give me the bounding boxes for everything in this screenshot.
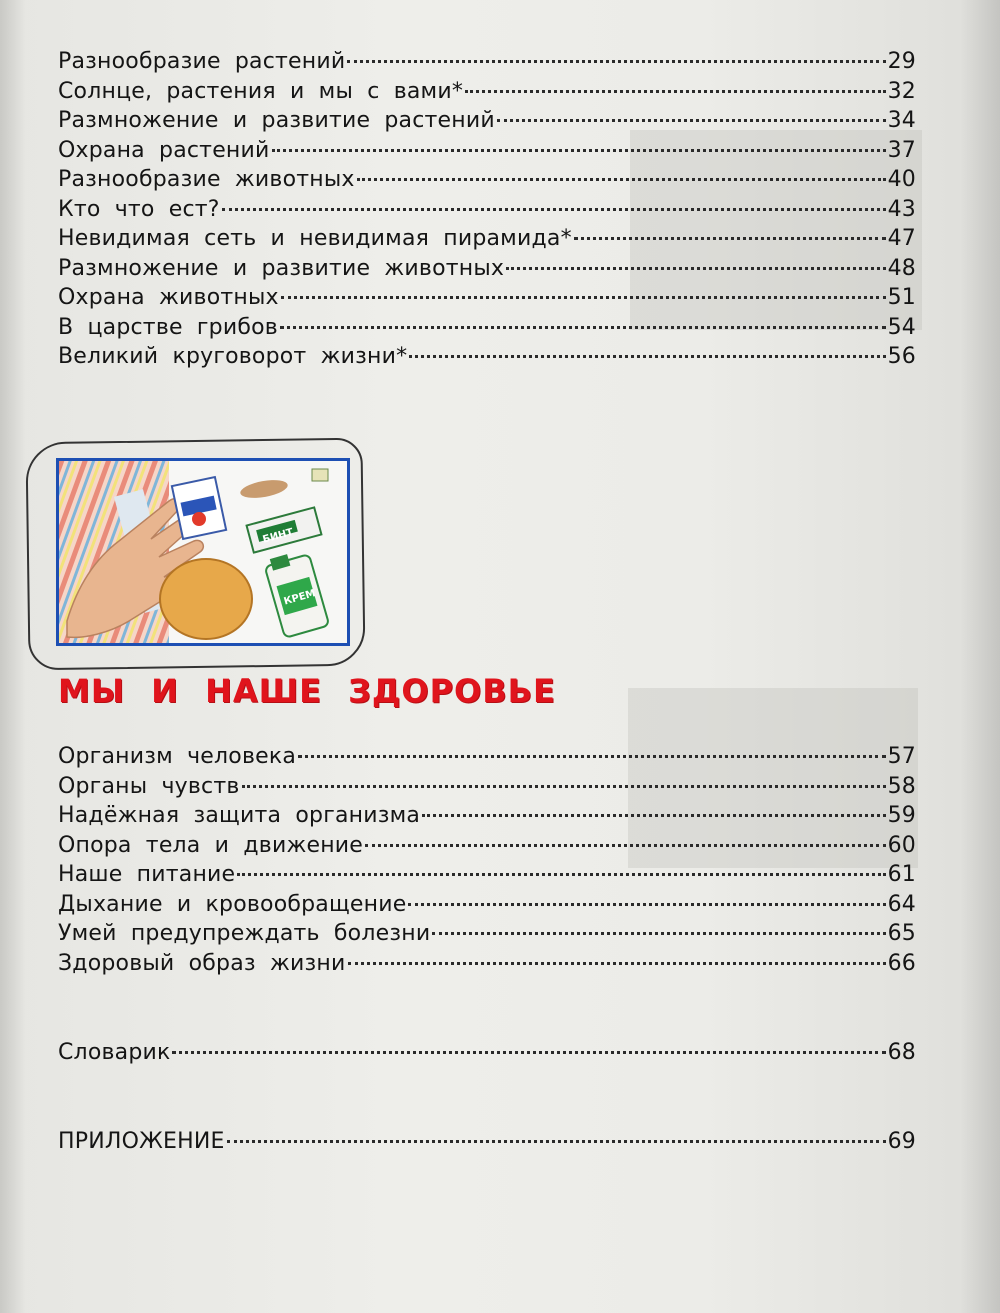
toc-entry-title: Охрана животных <box>58 285 279 310</box>
toc-entry-title: Великий круговорот жизни* <box>58 344 408 369</box>
toc-entry-page: 56 <box>887 344 916 369</box>
toc-entry-title: В царстве грибов <box>58 314 278 340</box>
dot-leader <box>242 784 886 788</box>
dot-leader <box>280 325 886 329</box>
first-aid-illustration <box>56 458 350 646</box>
dot-leader <box>506 266 885 270</box>
toc-entry-title: Наше питание <box>58 862 236 887</box>
toc-entry <box>58 803 916 833</box>
toc-entry-title: Разнообразие животных <box>58 167 355 192</box>
toc-entry-title: Органы чувств <box>58 773 240 799</box>
toc-entry-page: 68 <box>887 1040 916 1065</box>
dot-leader <box>281 295 886 299</box>
toc-entry <box>58 197 916 227</box>
toc-entry-title: Здоровый образ жизни <box>58 950 346 976</box>
toc-entry-title: Словарик <box>58 1040 171 1065</box>
toc-entry-page: 40 <box>887 167 916 192</box>
toc-entry <box>58 79 916 109</box>
toc-entry <box>58 344 916 374</box>
toc-entry-title: Размножение и развитие животных <box>58 255 505 281</box>
toc-entry <box>58 167 916 197</box>
toc-entry-title: Надёжная защита организма <box>58 803 421 828</box>
toc-entry-page: 37 <box>887 137 916 163</box>
dot-leader <box>172 1050 885 1054</box>
dot-leader <box>227 1139 886 1143</box>
toc-entry <box>58 892 916 922</box>
toc-entry <box>58 138 916 168</box>
toc-entry <box>58 285 916 315</box>
toc-entry-page: 34 <box>887 108 916 133</box>
toc-entry <box>58 774 916 804</box>
page-edge-shadow <box>960 0 1000 1313</box>
dot-leader <box>357 177 886 181</box>
toc-entry-page: 65 <box>887 921 916 946</box>
dot-leader <box>408 902 885 906</box>
toc-entry-page: 51 <box>887 285 916 310</box>
toc-health-list <box>58 744 916 980</box>
toc-entry-page: 60 <box>887 832 916 858</box>
toc-appendix-list <box>58 1129 916 1159</box>
toc-entry-title: Опора тела и движение <box>58 832 364 858</box>
dot-leader <box>365 843 886 847</box>
toc-entry-title: ПРИЛОЖЕНИЕ <box>58 1129 225 1154</box>
toc-entry-title: Охрана растений <box>58 137 270 163</box>
dot-leader <box>347 59 885 63</box>
toc-entry <box>58 256 916 286</box>
toc-entry-title: Организм человека <box>58 744 297 769</box>
dot-leader <box>497 118 886 122</box>
dot-leader <box>237 872 885 876</box>
toc-entry <box>58 108 916 138</box>
toc-entry <box>58 1040 916 1070</box>
toc-entry <box>58 226 916 256</box>
dot-leader <box>222 207 886 211</box>
toc-entry-title: Умей предупреждать болезни <box>58 921 431 946</box>
toc-entry <box>58 1129 916 1159</box>
toc-entry-page: 66 <box>887 950 916 976</box>
toc-entry <box>58 49 916 79</box>
toc-entry-page: 54 <box>887 314 916 340</box>
toc-entry <box>58 744 916 774</box>
toc-entry-page: 59 <box>887 803 916 828</box>
toc-glossary-list <box>58 1040 916 1070</box>
toc-entry-title: Солнце, растения и мы с вами* <box>58 78 464 104</box>
toc-entry-page: 69 <box>887 1129 916 1154</box>
toc-entry-page: 32 <box>887 78 916 104</box>
toc-entry-title: Невидимая сеть и невидимая пирамида* <box>58 226 572 251</box>
dot-leader <box>422 813 885 817</box>
toc-entry-page: 58 <box>887 773 916 799</box>
toc-entry-page: 64 <box>887 891 916 917</box>
toc-entry-page: 29 <box>887 49 916 74</box>
toc-entry-page: 43 <box>887 196 916 222</box>
toc-entry-page: 61 <box>887 862 916 887</box>
page-spine-shadow <box>0 0 26 1313</box>
toc-entry-page: 48 <box>887 255 916 281</box>
dot-leader <box>409 354 885 358</box>
toc-entry-title: Дыхание и кровообращение <box>58 891 407 917</box>
cream-label: КРЕМ <box>282 588 317 608</box>
toc-entry <box>58 862 916 892</box>
toc-entry-page: 47 <box>887 226 916 251</box>
dot-leader <box>348 961 886 965</box>
toc-entry-title: Разнообразие растений <box>58 49 346 74</box>
dot-leader <box>272 148 886 152</box>
first-aid-picture <box>59 461 347 643</box>
dot-leader <box>465 89 886 93</box>
toc-entry-title: Кто что ест? <box>58 196 220 222</box>
bandage-label: БИНТ <box>261 526 295 546</box>
toc-entry <box>58 315 916 345</box>
toc-entry-page: 57 <box>887 744 916 769</box>
toc-entry <box>58 921 916 951</box>
dot-leader <box>574 236 886 240</box>
toc-entry <box>58 833 916 863</box>
toc-entry-title: Размножение и развитие растений <box>58 108 495 133</box>
dot-leader <box>432 931 885 935</box>
toc-entry <box>58 951 916 981</box>
section-heading: МЫ И НАШЕ ЗДОРОВЬЕ <box>58 672 556 710</box>
dot-leader <box>298 754 886 758</box>
toc-nature-list <box>58 49 916 374</box>
